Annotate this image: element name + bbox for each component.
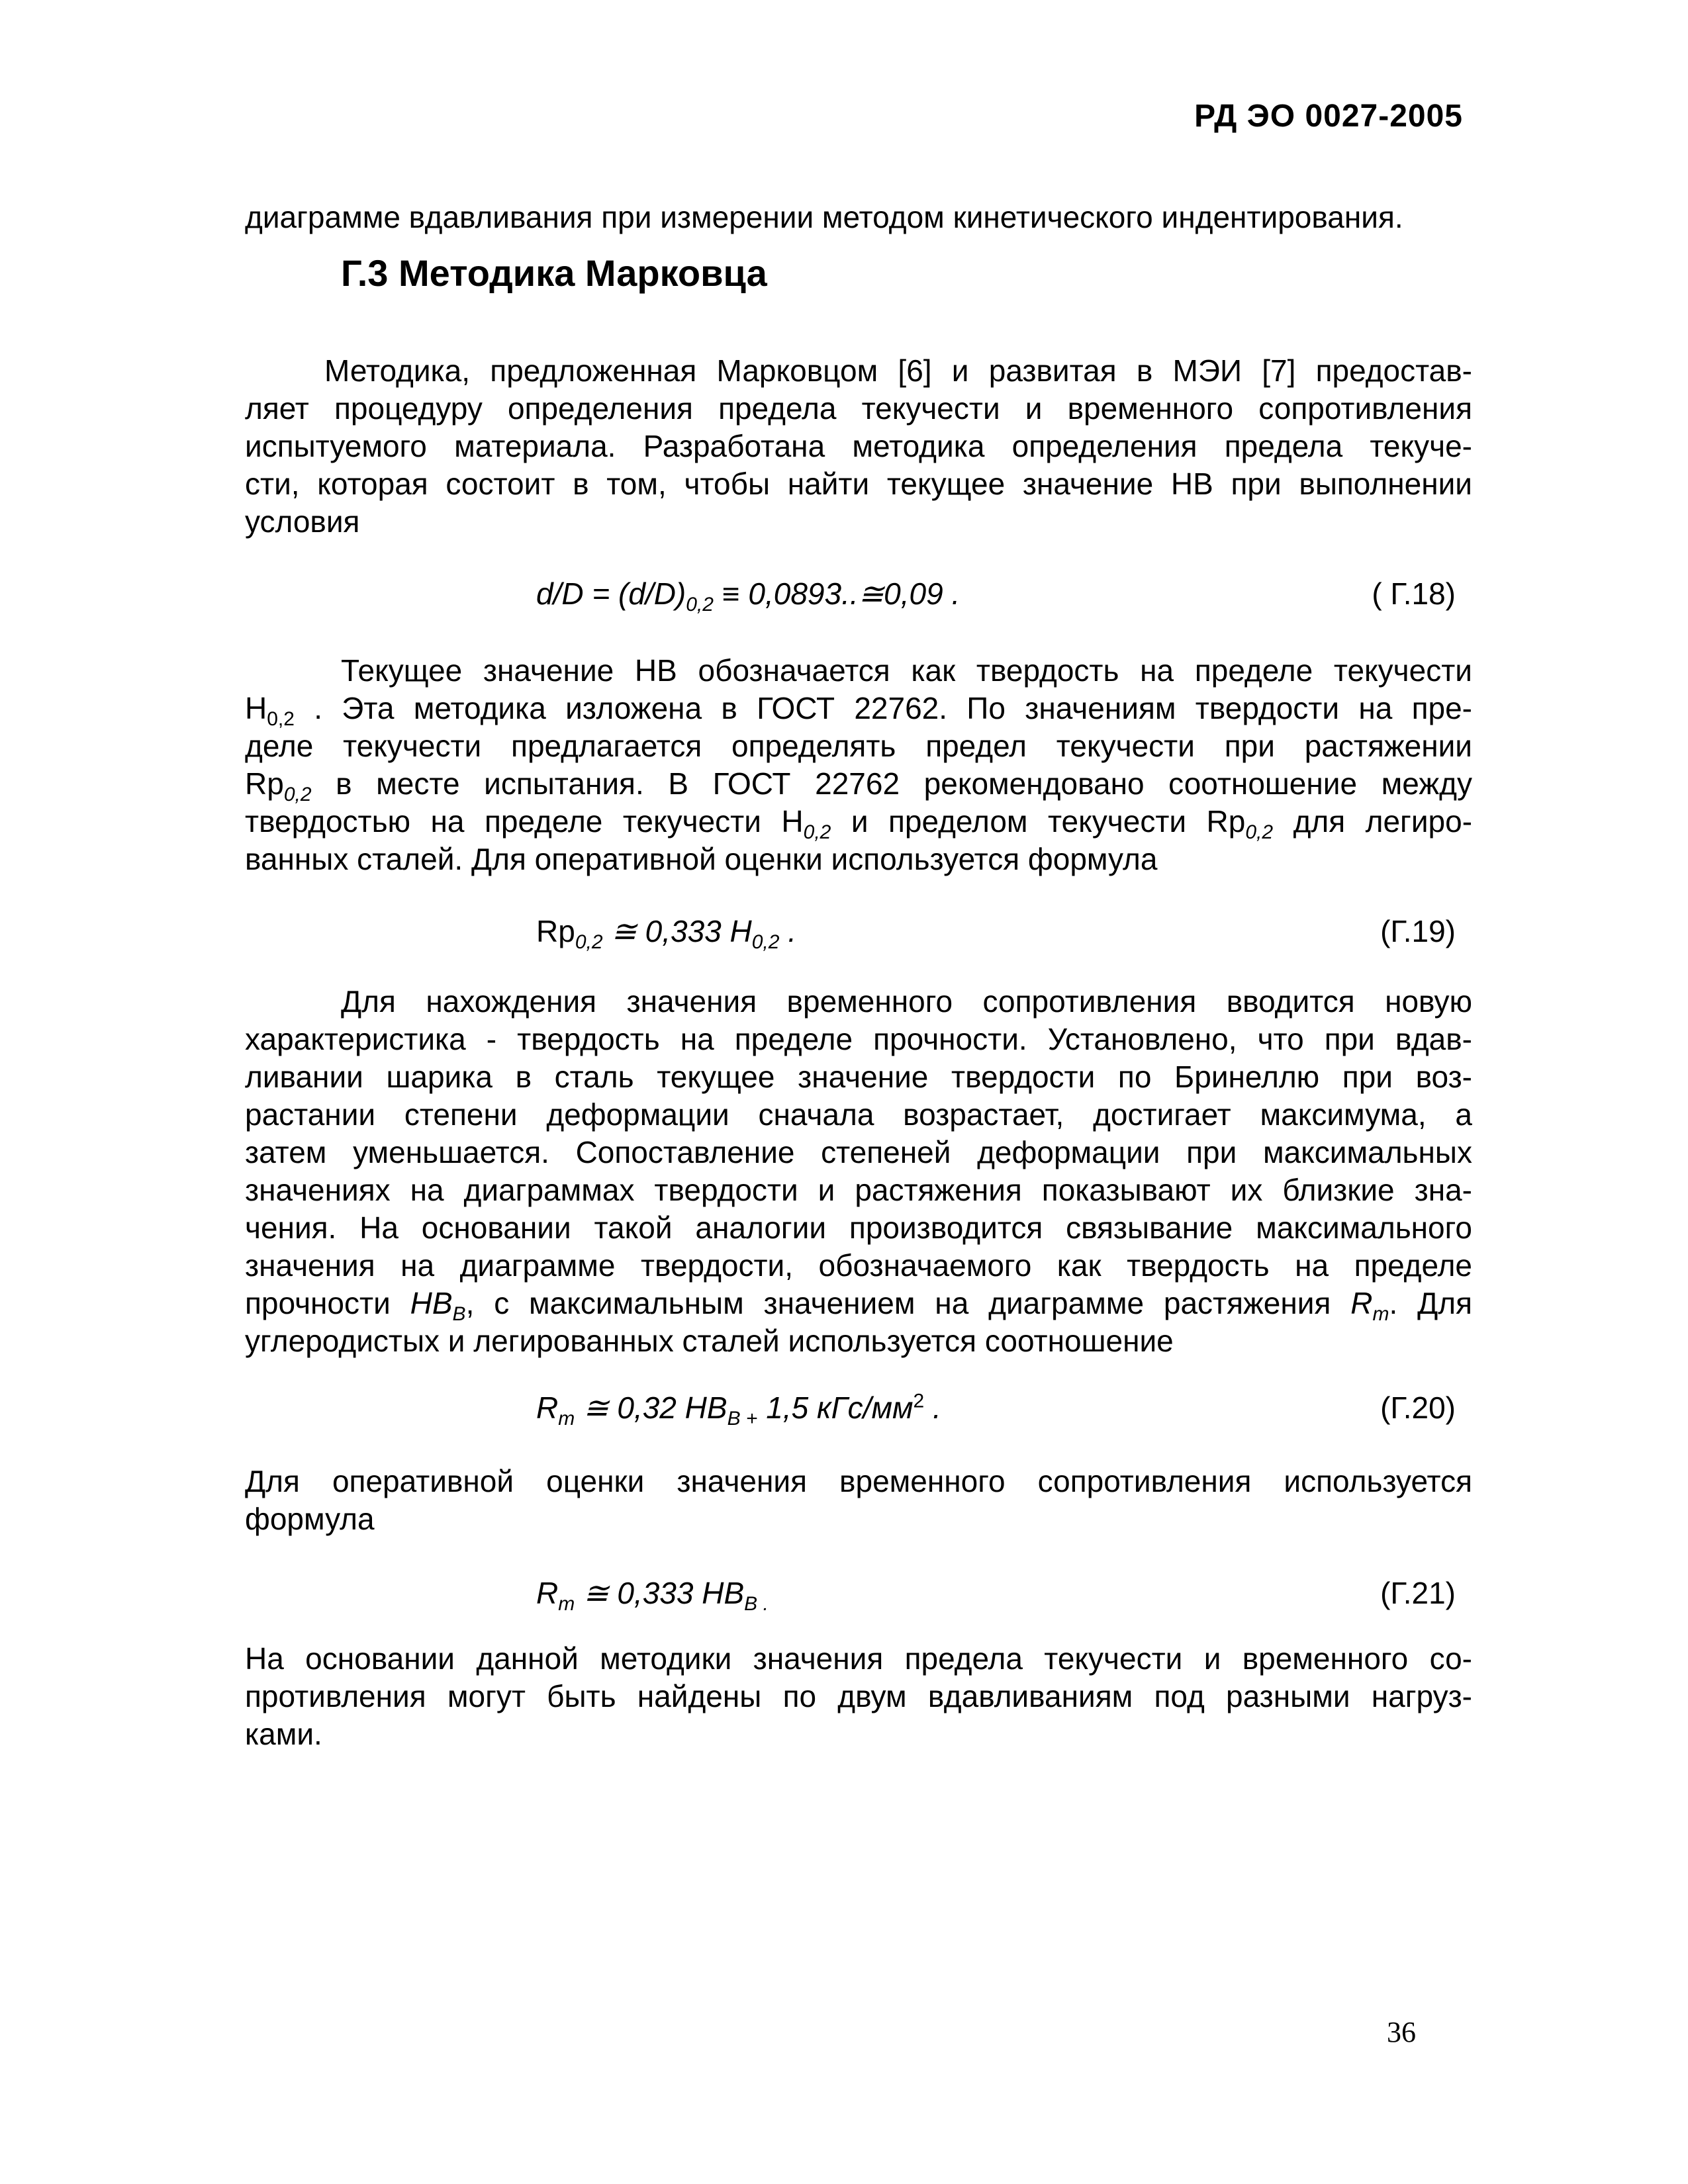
equation-number: (Г.21): [1380, 1576, 1456, 1610]
text-line: ванных сталей. Для оперативной оценки используется формула: [245, 842, 1158, 876]
text-line: значениях на диаграммах твердости и растяжения показывают их близкие зна-: [245, 1173, 1472, 1207]
formula: $R_m$ ≅ 0,32 $НВ_{В +}$ 1,5 кГс/$мм^2$ .: [536, 1390, 941, 1430]
equation-g18: [245, 576, 1472, 615]
text-line: На основании данной методики значения предела текучести и временного со-: [245, 1641, 1472, 1676]
paragraph-1: [245, 352, 1472, 541]
text-line: Для оперативной оценки значения временного сопротивления используется: [245, 1464, 1472, 1498]
text-line: Методика, предложенная Марковцом [6] и развитая в МЭИ [7] предостав-: [324, 353, 1472, 388]
text-line: ливании шарика в сталь текущее значение твердости по Бринеллю при воз-: [245, 1060, 1472, 1094]
text-line: Текущее значение НВ обозначается как твердость на пределе текучести: [341, 653, 1472, 688]
formula: $d/D = (d/D)_{0,2}$ ≡ 0,0893..≅0,09 .: [536, 576, 961, 616]
equation-number: ( Г.18): [1372, 576, 1456, 611]
formula: $R_m$ ≅ 0,333 $НВ_{В .}$: [536, 1576, 769, 1615]
text-line: противления могут быть найдены по двум вдавливаниям под разными нагруз-: [245, 1679, 1472, 1713]
text-line: прочности $НВ_В$, с максимальным значением на диаграмме растяжения $R_m$. Для: [245, 1286, 1473, 1326]
document-code: РД ЭО 0027-2005: [1194, 99, 1463, 134]
equation-g20: [245, 1390, 1472, 1430]
formula: $Rp_{0,2}$ ≅ 0,333 $Н_{0,2}$ .: [536, 914, 797, 954]
text-line: ляет процедуру определения предела текучести и временного сопротивления: [245, 391, 1472, 426]
equation-g19: [245, 913, 1472, 953]
text-line: $Rp_{0,2}$ в месте испытания. В ГОСТ 22762 рекомендовано соотношение между: [245, 766, 1472, 806]
text-line: чения. На основании такой аналогии производится связывание максимального: [245, 1210, 1472, 1245]
text-line: формула: [245, 1502, 375, 1536]
equation-g21: [245, 1575, 1472, 1615]
text-line: значения на диаграмме твердости, обозначаемого как твердость на пределе: [245, 1248, 1472, 1283]
text-line: испытуемого материала. Разработана методика определения предела текуче-: [245, 429, 1472, 463]
text-line: Для нахождения значения временного сопротивления вводится новую: [341, 984, 1472, 1019]
paragraph-5: [245, 1640, 1472, 1753]
text-line: характеристика - твердость на пределе прочности. Установлено, что при вдав-: [245, 1022, 1472, 1056]
text-line: диаграмме вдавливания при измерении методом кинетического индентирования.: [245, 200, 1403, 234]
equation-number: (Г.19): [1380, 914, 1456, 948]
intro-line: [245, 199, 1472, 236]
equation-number: (Г.20): [1380, 1390, 1456, 1425]
paragraph-3: [245, 983, 1472, 1360]
section-title: Г.3 Методика Марковца: [341, 252, 767, 294]
paragraph-4: [245, 1463, 1472, 1538]
paragraph-2: [245, 652, 1472, 878]
text-line: условия: [245, 504, 360, 539]
text-line: углеродистых и легированных сталей используется соотношение: [245, 1324, 1174, 1358]
page-number: 36: [1387, 2016, 1416, 2048]
text-line: растании степени деформации сначала возрастает, достигает максимума, а: [245, 1097, 1472, 1132]
text-line: твердостью на пределе текучести $Н_{0,2}$ и пределом текучести $Rp_{0,2}$ для легиро-: [245, 804, 1473, 844]
text-line: затем уменьшается. Сопоставление степеней деформации при максимальных: [245, 1135, 1472, 1169]
text-line: ками.: [245, 1717, 322, 1751]
text-line: $Н_{0,2}$ . Эта методика изложена в ГОСТ 22762. По значениям твердости на пре-: [245, 691, 1472, 731]
text-line: деле текучести предлагается определять предел текучести при растяжении: [245, 729, 1472, 763]
text-line: сти, которая состоит в том, чтобы найти текущее значение НВ при выполнении: [245, 467, 1472, 501]
